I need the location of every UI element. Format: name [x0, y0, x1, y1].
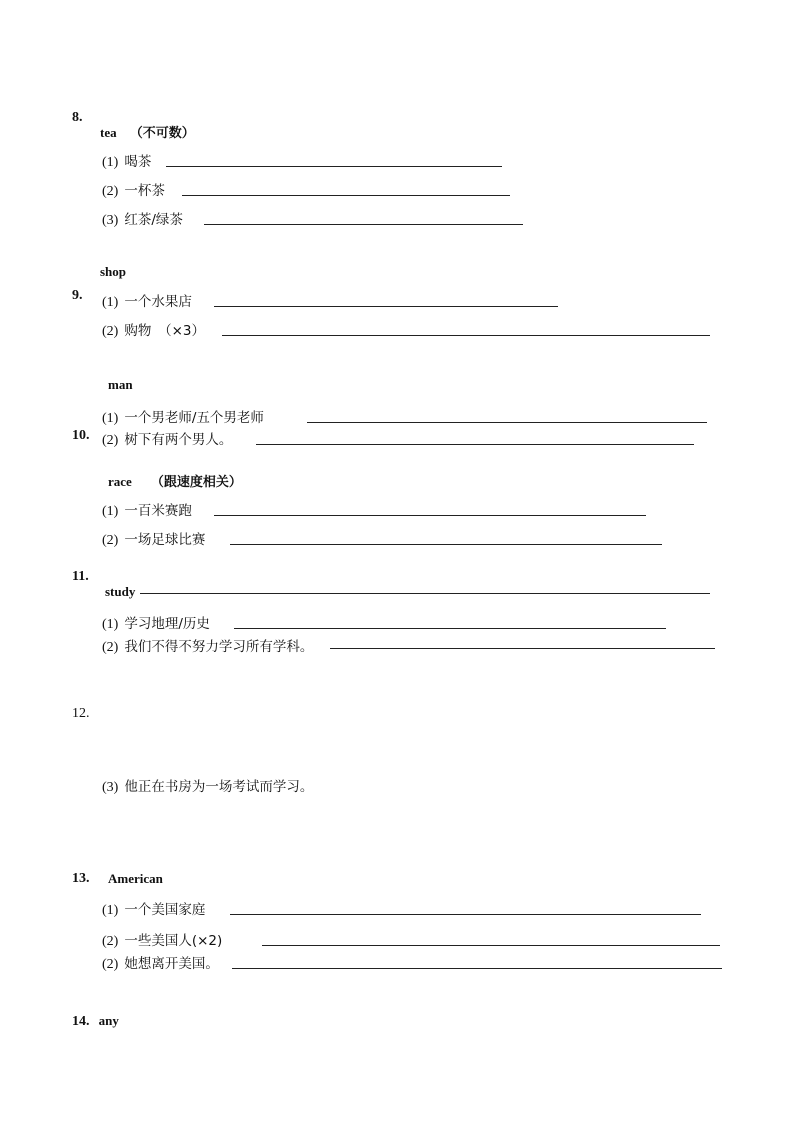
- vocab-note: （不可数）: [129, 126, 195, 141]
- item-prompt: 一个男老师/五个男老师: [124, 410, 264, 426]
- vocab-word: American: [108, 871, 163, 886]
- vocab-word: race: [108, 474, 132, 489]
- exercise-item: [102, 528, 205, 549]
- item-prompt: 一百米赛跑: [124, 503, 192, 519]
- vocab-word: study: [105, 584, 136, 599]
- answer-line[interactable]: [140, 593, 710, 594]
- item-index: (1): [102, 504, 119, 519]
- question-number: 8.: [72, 110, 83, 125]
- item-index: (1): [102, 155, 119, 170]
- question-number: 10.: [72, 428, 90, 443]
- exercise-item: [102, 290, 192, 311]
- item-prompt: 树下有两个男人。: [124, 432, 233, 448]
- item-prompt: 一个水果店: [124, 294, 192, 310]
- exercise-item: [102, 929, 222, 950]
- item-prompt: 购物 （×3）: [124, 323, 205, 339]
- exercise-item: [102, 150, 151, 171]
- exercise-item: [102, 775, 313, 796]
- item-prompt: 一场足球比赛: [124, 532, 206, 548]
- exercise-item: [102, 179, 165, 200]
- question-number: 9.: [72, 288, 83, 303]
- answer-line[interactable]: [262, 945, 720, 946]
- item-prompt: 学习地理/历史: [124, 616, 210, 632]
- item-prompt: 红茶/绿茶: [124, 212, 183, 228]
- question-number: 12.: [72, 706, 90, 721]
- answer-line[interactable]: [204, 224, 523, 225]
- vocab-note: （跟速度相关）: [150, 475, 242, 490]
- vocab-word: any: [98, 1013, 119, 1028]
- exercise-item: [102, 406, 264, 427]
- answer-line[interactable]: [256, 444, 694, 445]
- exercise-item: [102, 952, 219, 973]
- answer-line[interactable]: [166, 166, 502, 167]
- exercise-item: [102, 898, 205, 919]
- item-prompt: 他正在书房为一场考试而学习。: [124, 779, 314, 795]
- item-prompt: 我们不得不努力学习所有学科。: [124, 639, 314, 655]
- question-header: [108, 471, 242, 490]
- exercise-item: [102, 319, 205, 340]
- answer-line[interactable]: [214, 306, 558, 307]
- answer-line[interactable]: [230, 544, 662, 545]
- vocab-word: man: [108, 377, 133, 392]
- item-index: (1): [102, 617, 119, 632]
- answer-line[interactable]: [232, 968, 722, 969]
- answer-line[interactable]: [230, 914, 701, 915]
- item-prompt: 喝茶: [124, 154, 152, 170]
- question-number: 11.: [72, 569, 89, 584]
- item-index: (1): [102, 411, 119, 426]
- item-prompt: 一个美国家庭: [124, 902, 206, 918]
- item-index: (2): [102, 184, 119, 199]
- item-index: (2): [102, 934, 119, 949]
- exercise-item: [102, 635, 313, 656]
- item-index: (1): [102, 295, 119, 310]
- item-index: (3): [102, 213, 119, 228]
- question-header: [72, 1010, 119, 1030]
- item-prompt: 她想离开美国。: [124, 956, 219, 972]
- answer-line[interactable]: [234, 628, 666, 629]
- exercise-item: [102, 499, 192, 520]
- item-index: (3): [102, 780, 119, 795]
- exercise-item: [102, 208, 183, 229]
- vocab-word: shop: [100, 264, 127, 279]
- answer-line[interactable]: [222, 335, 710, 336]
- answer-line[interactable]: [182, 195, 510, 196]
- question-number: 13.: [72, 871, 90, 886]
- answer-line[interactable]: [330, 648, 715, 649]
- answer-line[interactable]: [214, 515, 646, 516]
- item-index: (1): [102, 903, 119, 918]
- item-index: (2): [102, 533, 119, 548]
- question-header: [100, 122, 195, 141]
- item-index: (2): [102, 640, 119, 655]
- item-prompt: 一杯茶: [124, 183, 165, 199]
- exercise-item: [102, 428, 232, 449]
- item-prompt: 一些美国人(×2): [124, 933, 223, 949]
- item-index: (2): [102, 957, 119, 972]
- answer-line[interactable]: [307, 422, 707, 423]
- exercise-item: [102, 612, 210, 633]
- item-index: (2): [102, 433, 119, 448]
- vocab-word: tea: [100, 125, 117, 140]
- item-index: (2): [102, 324, 119, 339]
- question-number: 14.: [72, 1014, 90, 1029]
